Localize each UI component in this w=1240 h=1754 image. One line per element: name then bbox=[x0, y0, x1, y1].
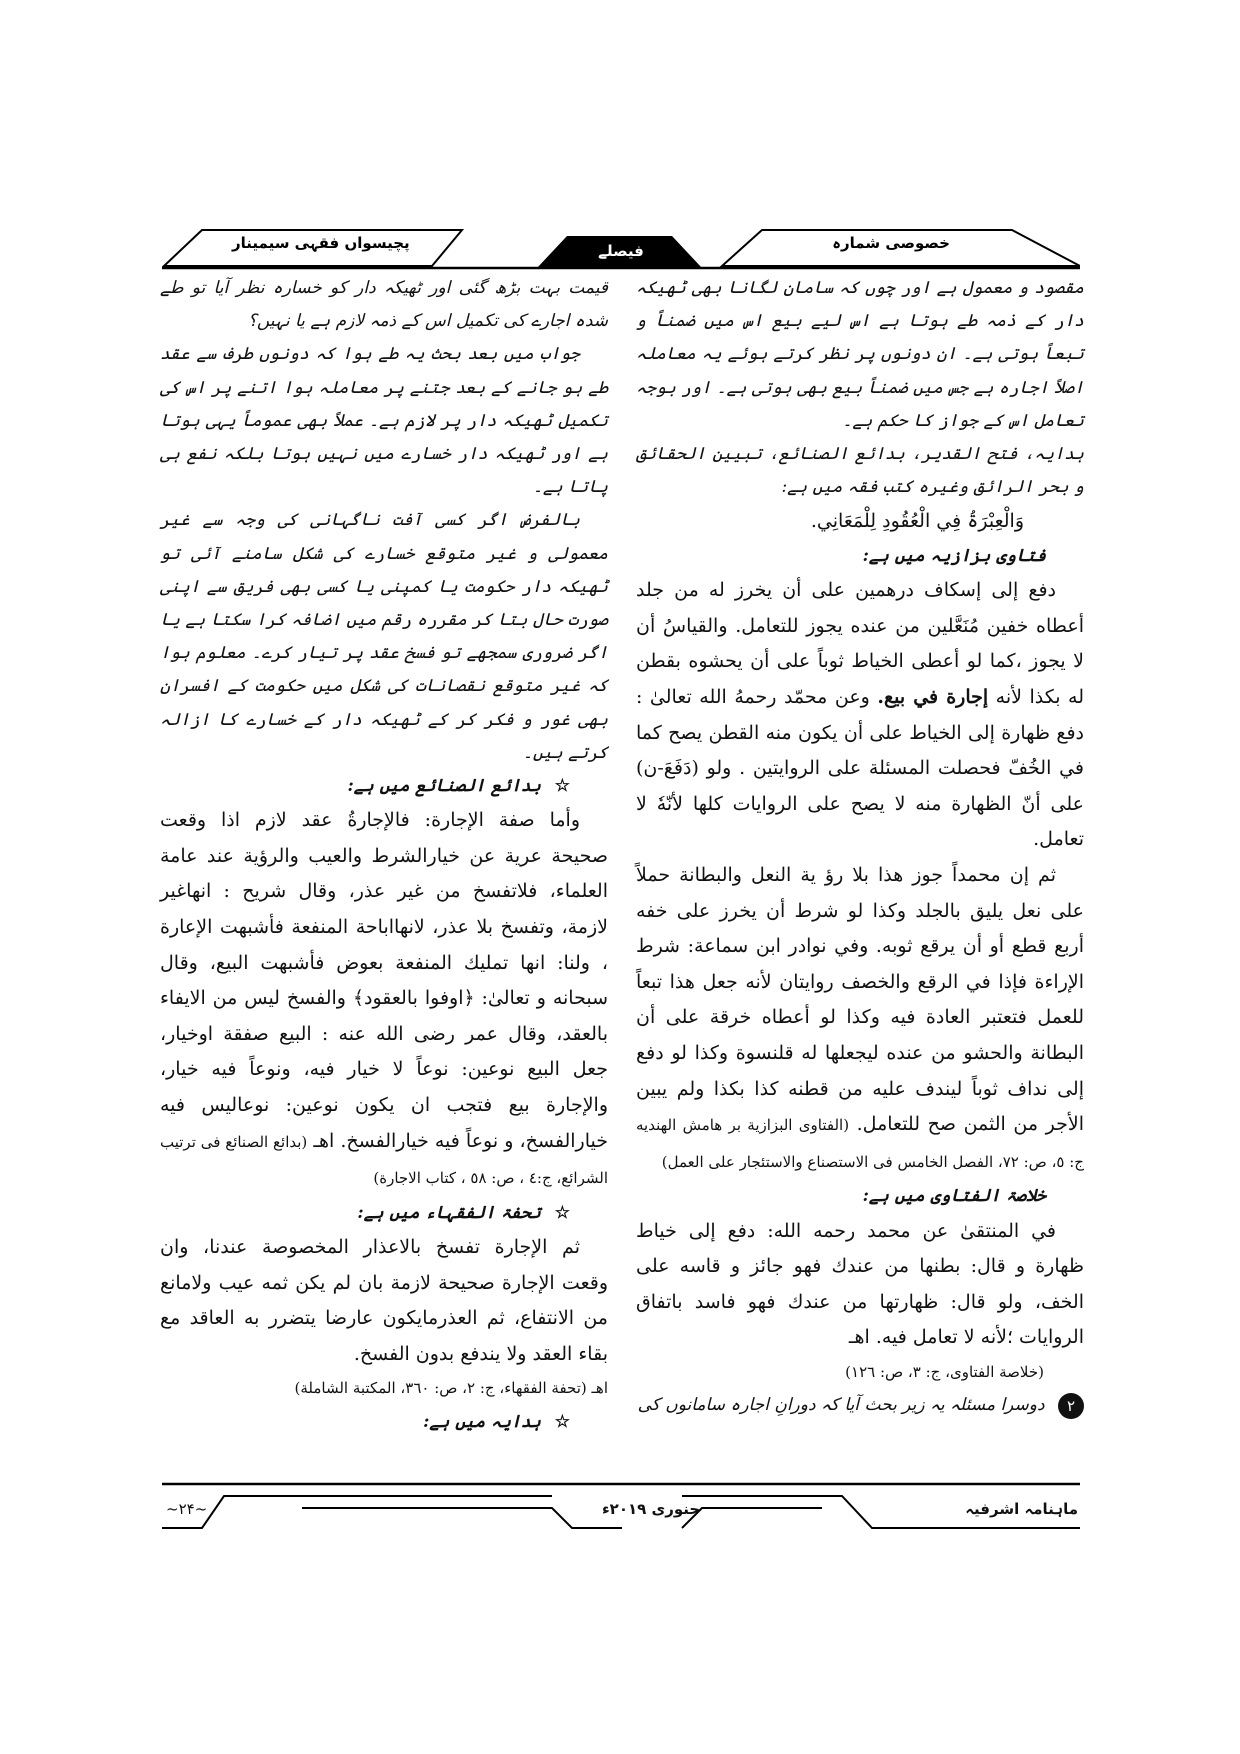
second-issue-paragraph bbox=[636, 1389, 1084, 1422]
star-icon: ☆ bbox=[554, 776, 570, 797]
bazzaziya-emphasis: إجارة في بيع. bbox=[877, 686, 989, 708]
star-icon: ☆ bbox=[554, 1202, 570, 1223]
bazzaziya-text-1: دفع إلى إسكاف درهمين على أن يخرز له من جلد أعطاه خفين مُنَعَّلين من عنده يجوز للتعامل. والقياسُ أن لا يجوز ،كما لو أعطى الخياط ثوباً على أن يحشوه بقطن له بكذا لأنه bbox=[636, 579, 1084, 708]
star-icon: ☆ bbox=[554, 1411, 570, 1432]
bazzaziya-text-3: ثم إن محمداً جوز هذا بلا رؤ ية النعل والبطانة حملاً على نعل يليق بالجلد وكذا لو شرط أن يخرز على خفه أربع قطع أو أن يرقع ثوبه. وفي نوادر ابن سماعة: شرط الإراءة فإذا في الرقع والخصف روايتان لأنه جعل هذا تبعاً للعمل فتعتبر العادة فيه وكذا لو أعطاه خرقة على أن البطانة والحشو من عنده ليجعلها له قلنسوة وكذا لو دفع إلى نداف ثوباً ليندف عليه من قطنه كذا بكذا ولم يبين الأجر من الثمن صح للتعامل. bbox=[636, 863, 1084, 1136]
page-number: ~۲۴~ bbox=[166, 1500, 208, 1518]
tuhfa-reference: اهـ (تحفة الفقهاء، ج: ٢، ص: ٣٦٠، المكتبة الشاملة) bbox=[294, 1379, 608, 1398]
bazzaziya-heading: فتاوی بزازیہ میں ہے: bbox=[862, 546, 1046, 567]
page-footer bbox=[162, 1480, 1080, 1540]
special-issue-label: خصوصی شمارہ bbox=[832, 234, 950, 252]
legal-maxim: وَالْعِبْرَۃُ فِي الْعُقُودِ لِلْمَعَانِي. bbox=[810, 510, 1024, 533]
issue-date: جنوری ۲۰۱۹ء bbox=[602, 1500, 701, 1518]
badai-reference: (بدائع الصنائع فى ترتيب الشرائع، ج:٤ ، ص: ٥٨ ، كتاب الاجارة) bbox=[160, 1132, 608, 1188]
tuhfa-heading bbox=[160, 1197, 608, 1230]
tuhfa-quote: ثم الإجارة تفسخ بالاعذار المخصوصة عندنا، وان وقعت الإجارة صحيحة لازمة بان لم يكن ثمه عيب ولامانع من الانتفاع، ثم العذرمايكون عارضا يتضرر به العاقد مع بقاء العقد ولا يندفع بدون الفسخ. bbox=[160, 1235, 608, 1365]
badai-text: وأما صفة الإجارة: فالإجارةُ عقد لازم اذا وقعت صحيحة عرية عن خيارالشرط والعيب والرؤية عند عامة العلماء، فلاتفسخ من غير عذر، وقال شريح : انهاغير لازمة، وتفسخ بلا عذر، لانهااباحة المنفعة فأشبهت الإعارة ، ولنا: انها تمليك المنفعة بعوض فأشبهت البيع، وقال سبحانه و تعالىٰ: ﴿اوفوا بالعقود﴾ والفسخ ليس من الايفاء بالعقد، وقال عمر رضى الله عنه : البيع صفقة اوخيار، جعل البيع نوعين: نوعاً لا خيار فيه، ونوعاً فيه خيار، والإجارة بيع فتجب ان يكون نوعين: نوعاليس فيه خيارالفسخ، و نوعاً فيه خيارالفسخ. اهـ bbox=[160, 809, 608, 1152]
question-paragraph: قیمت بہت بڑھ گئی اور ٹھیکہ دار کو خسارہ نظر آیا تو طے شدہ اجارے کی تکمیل اس کے ذمہ لازم ہے یا نہیں؟ bbox=[160, 278, 608, 332]
seminar-label: پچیسواں فقہی سیمینار bbox=[232, 234, 410, 252]
bazzaziya-quote-continued bbox=[636, 858, 1084, 1180]
badai-heading bbox=[160, 770, 608, 803]
hidaya-heading-text: ہدایہ میں ہے: bbox=[423, 1411, 541, 1432]
second-issue-text: دوسرا مسئلہ یہ زیر بحث آیا کہ دورانِ اجارہ سامانوں کی bbox=[637, 1395, 1045, 1416]
khulasa-reference: (خلاصة الفتاوى، ج: ٣، ص: ١٢٦) bbox=[845, 1362, 1044, 1381]
bazzaziya-quote bbox=[636, 573, 1084, 858]
issue-number-badge: ۲ bbox=[1058, 1393, 1084, 1419]
magazine-name: ماہنامہ اشرفیہ bbox=[965, 1500, 1078, 1518]
section-title: فیصلے bbox=[598, 242, 644, 260]
page-header bbox=[162, 228, 1080, 270]
bazzaziya-text-2: وعن محمّد رحمهُ الله تعالىٰ : دفع ظهارة إلى الخياط على أن يكون منه القطن يصح كما في الخُفّ فحصلت المسئلة على الروايتين . ولو (دَفَعَ-ن) على أنّ الظهارة منه لا يصح على الروايات كلها لأنّهٗ لا تعامل. bbox=[636, 686, 1084, 851]
left-column bbox=[160, 272, 608, 1439]
hidaya-heading bbox=[160, 1406, 608, 1439]
tuhfa-heading-text: تحفۃ الفقہاء میں ہے: bbox=[357, 1202, 541, 1223]
badai-heading-text: بدائع الصنائع میں ہے: bbox=[347, 776, 541, 797]
khulasa-heading: خلاصۃ الفتاوی میں ہے: bbox=[862, 1186, 1046, 1207]
answer-paragraph: جواب میں بعد بحث یہ طے ہوا کہ دونوں طرف سے عقد طے ہو جانے کے بعد جتنے پر معاملہ ہوا اتنے پر اس کی تکمیل ٹھیکہ دار پر لازم ہے۔ عملاً بھی عموماً یہی ہوتا ہے اور ٹھیکہ دار خسارے میں نہیں ہوتا بلکہ نفع ہی پاتا ہے۔ bbox=[160, 344, 608, 498]
right-column bbox=[636, 272, 1084, 1422]
khulasa-quote: في المنتقىٰ عن محمد رحمه الله: دفع إلى خياط ظهارة و قال: بطنها من عندك فهو جائز و قاسه على الخف، ولو قال: ظهارتها من عندك فهو فاسد باتفاق الروايات ؛لأنه لا تعامل فيه. اهـ bbox=[636, 1219, 1084, 1349]
badai-quote bbox=[160, 803, 608, 1197]
exception-paragraph: بالفرض اگر کسی آفت ناگہانی کی وجہ سے غیر معمولی و غیر متوقع خسارے کی شکل سامنے آئی تو ٹھیکہ دار حکومت یا کمپنی یا کسی بھی فریق سے اپنی صورت حال بتا کر مقررہ رقم میں اضافہ کرا سکتا ہے یا اگر ضروری سمجھے تو فسخ عقد پر تیار کرے۔ معلوم ہوا کہ غیر متوقع نقصانات کی شکل میں حکومت کے افسران بھی غور و فکر کر کے ٹھیکہ دار کے خسارے کا ازالہ کرتے ہیں۔ bbox=[160, 510, 608, 763]
bazzaziya-reference: (الفتاوى البزازية بر هامش الهنديه ج: ٥، ص: ٧٢، الفصل الخامس فى الاستصناع والاستئجار على العمل) bbox=[636, 1116, 1084, 1171]
fiqh-books-paragraph: ہدایہ، فتح القدیر، بدائع الصنائع، تبیین الحقائق و بحر الرائق وغیرہ کتب فقہ میں ہے: bbox=[636, 444, 1084, 498]
intro-paragraph: مقصود و معمول ہے اور چوں کہ سامان لگانا بھی ٹھیکہ دار کے ذمہ طے ہوتا ہے اس لیے بیع اس میں ضمناً و تبعاً ہوتی ہے۔ ان دونوں پر نظر کرتے ہوئے یہ معاملہ اصلاً اجارہ ہے جس میں ضمناً بیع بھی ہوتی ہے۔ اور بوجہ تعامل اس کے جواز کا حکم ہے۔ bbox=[636, 278, 1084, 431]
